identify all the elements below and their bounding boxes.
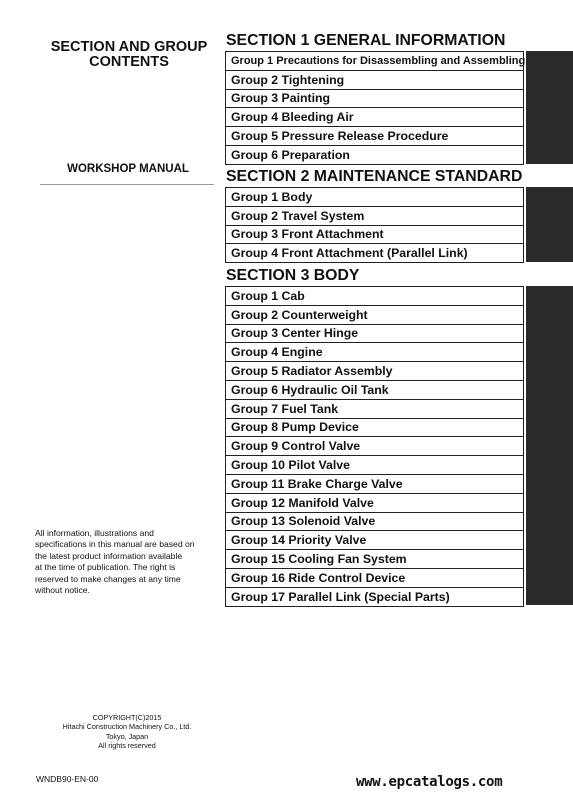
section-2-tab [526,187,573,262]
disclaimer-line: without notice. [35,585,90,596]
group-link[interactable]: Group 9 Control Valve [225,437,524,456]
group-link[interactable]: Group 8 Pump Device [225,419,524,438]
group-link[interactable]: Group 2 Travel System [225,207,524,226]
page-title-line-2: CONTENTS [89,54,169,70]
section-3-group-list [225,286,524,607]
group-link[interactable]: Group 2 Tightening [225,71,524,90]
group-link[interactable]: Group 16 Ride Control Device [225,569,524,588]
group-link[interactable]: Group 2 Counterweight [225,306,524,325]
group-link[interactable]: Group 3 Center Hinge [225,325,524,344]
disclaimer-line: the latest product information available [35,550,183,561]
group-link[interactable]: Group 1 Precautions for Disassembling and Assembling [225,51,524,71]
section-3-heading: SECTION 3 BODY [226,267,360,284]
disclaimer-line: All information, illustrations and [35,528,154,538]
group-link[interactable]: Group 6 Hydraulic Oil Tank [225,381,524,400]
group-link[interactable]: Group 4 Front Attachment (Parallel Link) [225,244,524,263]
disclaimer-line: specifications in this manual are based on [35,539,195,550]
group-link[interactable]: Group 12 Manifold Valve [225,494,524,513]
section-2-group-list [225,187,524,263]
copyright-line: Hitachi Construction Machinery Co., Ltd. [62,722,192,732]
disclaimer-line: at the time of publication. The right is [35,562,176,573]
manual-type-label: WORKSHOP MANUAL [67,163,189,175]
disclaimer-text [35,528,215,596]
watermark-text: www.epcatalogs.com [356,774,503,790]
group-link[interactable]: Group 6 Preparation [225,146,524,165]
copyright-line: Tokyo, Japan [105,731,149,741]
group-link[interactable]: Group 4 Bleeding Air [225,108,524,127]
group-link[interactable]: Group 11 Brake Charge Valve [225,475,524,494]
section-1-heading: SECTION 1 GENERAL INFORMATION [226,32,506,49]
group-link[interactable]: Group 1 Cab [225,286,524,306]
group-link[interactable]: Group 1 Body [225,187,524,207]
disclaimer-line: reserved to make changes at any time [35,573,181,584]
section-3-tab [526,286,573,605]
group-link[interactable]: Group 5 Radiator Assembly [225,362,524,381]
group-link[interactable]: Group 17 Parallel Link (Special Parts) [225,588,524,607]
group-link[interactable]: Group 15 Cooling Fan System [225,550,524,569]
group-link[interactable]: Group 7 Fuel Tank [225,400,524,419]
page-title [40,40,218,70]
section-1-tab [526,51,573,164]
group-link[interactable]: Group 5 Pressure Release Procedure [225,127,524,146]
divider [40,184,214,185]
copyright-block [62,713,192,751]
document-code: WNDB90-EN-00 [36,774,99,784]
group-link[interactable]: Group 14 Priority Valve [225,531,524,550]
group-link[interactable]: Group 4 Engine [225,343,524,362]
copyright-line: All rights reserved [98,741,156,751]
group-link[interactable]: Group 13 Solenoid Valve [225,513,524,532]
section-1-group-list [225,51,524,165]
section-2-heading: SECTION 2 MAINTENANCE STANDARD [226,168,523,185]
group-link[interactable]: Group 3 Painting [225,90,524,109]
copyright-line: COPYRIGHT(C)2015 [92,713,162,722]
page-title-line-1: SECTION AND GROUP [50,39,208,55]
group-link[interactable]: Group 10 Pilot Valve [225,456,524,475]
group-link[interactable]: Group 3 Front Attachment [225,226,524,245]
